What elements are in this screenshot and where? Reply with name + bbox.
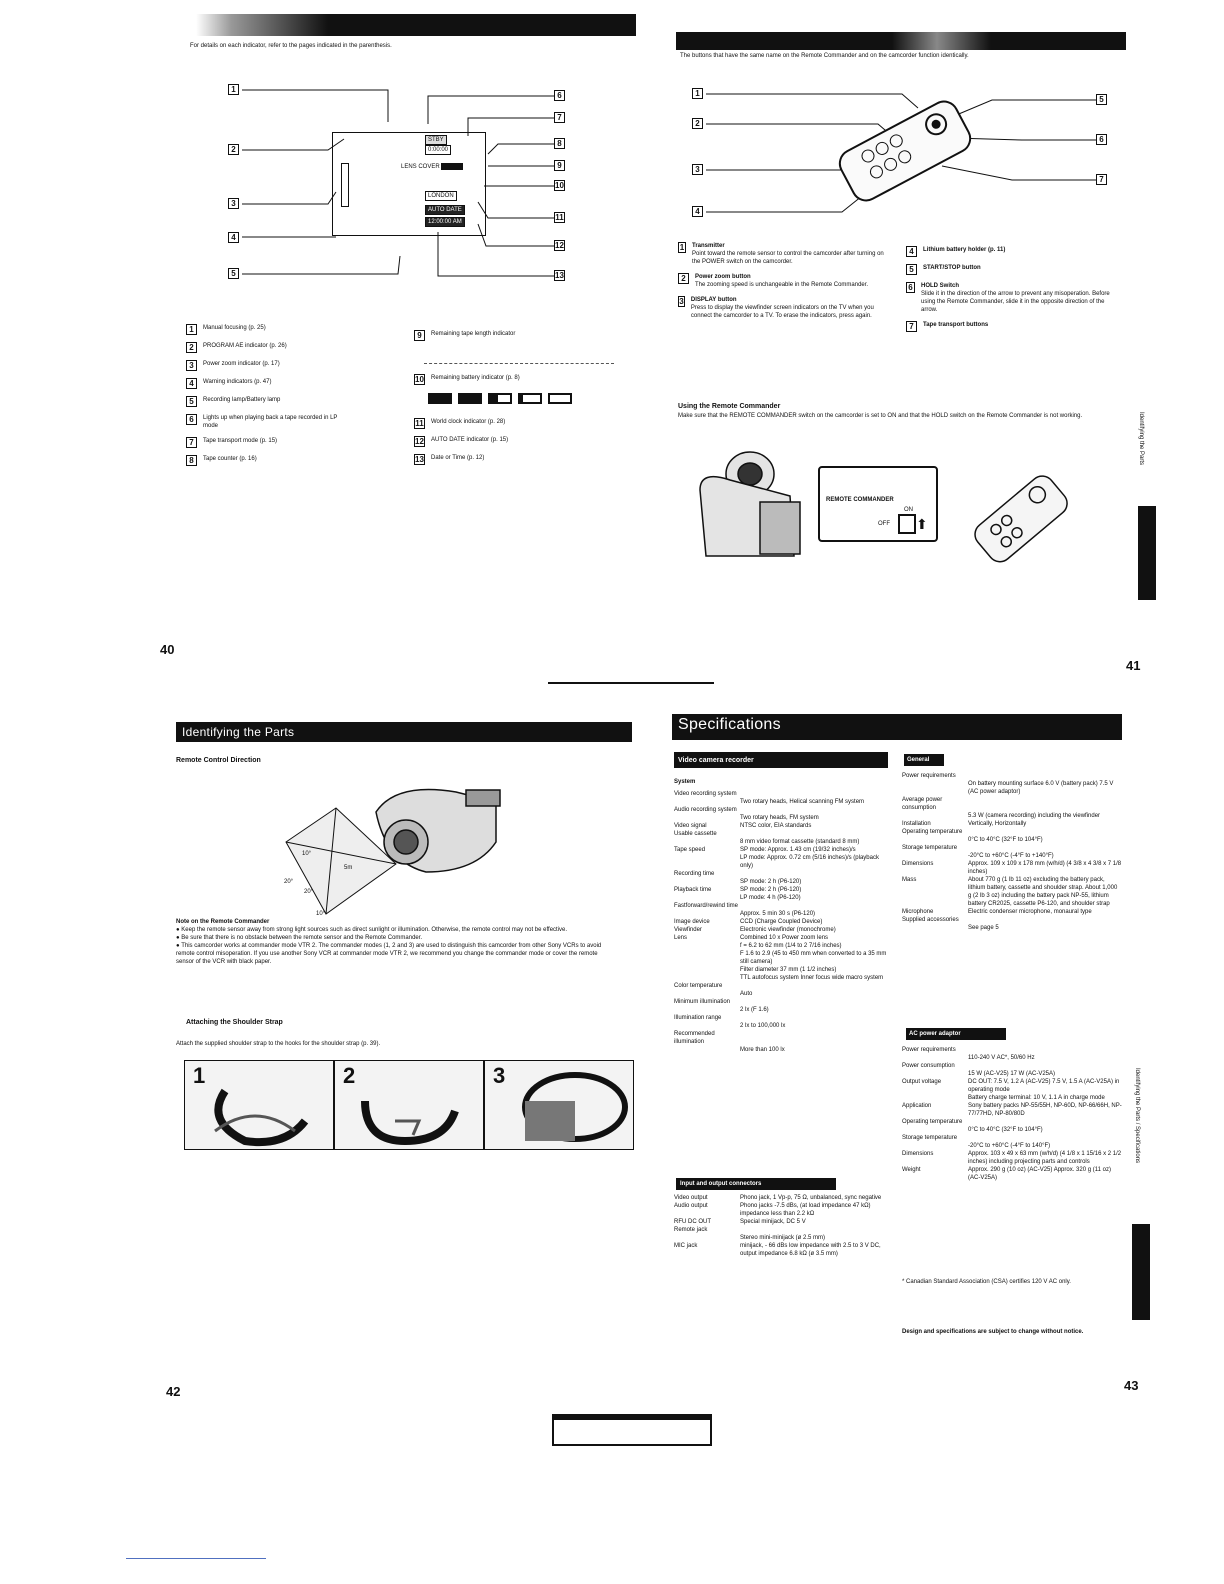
spec-row: Usable cassette [674,831,717,837]
spec-row: MIC jack minijack, - 66 dBs low impedance with 2.5 to 3 V DC, output impedance 6.8 kΩ (ø 3.5 mm) [674,1243,881,1257]
spec-row: Two rotary heads, FM system [740,815,819,821]
camcorder-illustration [690,440,820,560]
callout-1: 1 [692,88,703,99]
callout-9: 9 [554,160,565,171]
callout-4: 4 [228,232,239,243]
callout-2: 2 [692,118,703,129]
spec-row: Supplied accessories [902,917,959,923]
angle-label: 20° [284,879,294,885]
using-remote-title: Using the Remote Commander [678,403,781,410]
spec-row: Operating temperature [902,1119,963,1125]
page43-side-tab [1132,1224,1150,1320]
spec-row: LP mode: 4 h (P6-120) [740,895,801,901]
switch-off-label: OFF [878,521,890,527]
note-item: ● This camcorder works at commander mode VTR 2. The commander modes (1, 2 and 3) are used to distinguish this camcorder from other Sony VCRs to avoid remote control misoperation. If you use another Sony VCR at commander mode VTR 2, we recommend you change the commander mode or cover the remote sensor of the VCR with black paper. [176,943,602,965]
spec-row: Storage temperature [902,845,958,851]
spec-row: 0°C to 40°C (32°F to 104°F) [968,837,1043,843]
spec-row: Audio output Phono jacks -7.5 dBs, (at load impedance 47 kΩ) impedance less than 2.2 kΩ [674,1203,871,1217]
spec-row: 5.3 W (camera recording) including the viewfinder [968,813,1101,819]
page41-note: The buttons that have the same name on the Remote Commander and on the camcorder function identically. [680,53,969,59]
page42-subtitle: Remote Control Direction [176,757,261,764]
remote-hold-illustration [964,468,1074,568]
legend-item: 12 AUTO DATE indicator (p. 15) [415,437,509,446]
spec-row: TTL autofocus system Inner focus wide macro system [740,975,884,981]
remote-part-item: 6 HOLD Switch Slide it in the direction of the arrow to prevent any misoperation. Before using the Remote Commander, slide it in the opposite direction of the arrow. [906,282,1121,314]
spec-row: 2 lx to 100,000 lx [740,1023,786,1029]
spec-io-list [674,1194,890,1258]
callout-6: 6 [554,90,565,101]
spec-row: LP mode: Approx. 0.72 cm (5/16 inches)/s (playback only) [740,855,879,869]
callout-1: 1 [228,84,239,95]
legend-item: 8 Tape counter (p. 16) [186,455,406,466]
strap-step-3: 3 [484,1060,634,1150]
using-remote-text: Make sure that the REMOTE COMMANDER switch on the camcorder is set to ON and that the HOLD switch on the Remote Commander is not working. [678,413,1083,419]
spec-row: 0°C to 40°C (32°F to 104°F) [968,1127,1043,1133]
section-video-camera-recorder: Video camera recorder [674,752,888,768]
page41-number: 41 [1126,658,1141,673]
page43-side-label: Identifying the Parts / Specifications [1134,1068,1140,1164]
page41-side-tab [1138,506,1156,600]
spec-row: Power requirements [902,1047,956,1053]
spec-row: Color temperature [674,983,723,989]
strap-step-1: 1 [184,1060,334,1150]
spec-row: 8 mm video format cassette (standard 8 mm) [740,839,860,845]
page42-number: 42 [166,1384,181,1399]
spec-row: Approx. 5 min 30 s (P6-120) [740,911,816,917]
page42-title: Identifying the Parts [176,722,632,742]
callout-3: 3 [228,198,239,209]
bottom-center-mark [552,1414,712,1446]
spec-row: Dimensions Approx. 103 x 49 x 63 mm (w/h/d) (4 1/8 x 1 15/16 x 2 1/2 inches) including projecting parts and controls [902,1151,1122,1165]
page40-number: 40 [160,642,175,657]
legend-item: 7 Tape transport mode (p. 15) [186,437,406,448]
callout-5: 5 [228,268,239,279]
spec-row: Lens Combined 10 x Power zoom lens [674,935,829,941]
zoom-indicator-icon [341,163,349,207]
callout-7: 7 [554,112,565,123]
range-label: 5m [344,865,353,871]
legend-item: 1 Manual focusing (p. 25) [186,324,406,335]
spec-row: Two rotary heads, Helical scanning FM system [740,799,865,805]
strap-title: Attaching the Shoulder Strap [186,1019,283,1026]
design-note: Design and specifications are subject to change without notice. [902,1329,1084,1335]
legend-item: 13 Date or Time (p. 12) [415,455,485,464]
spec-ac-list [902,1046,1122,1182]
spec-row: F 1.6 to 2.9 (45 to 450 mm when converted to a 35 mm still camera) [740,951,887,965]
callout-11: 11 [555,213,564,222]
spec-row: RFU DC OUT Special minijack, DC 5 V [674,1219,806,1225]
spec-row: Tape speed SP mode: Approx. 1.43 cm (19/32 inches)/s [674,847,856,853]
spec-row: f = 6.2 to 62 mm (1/4 to 2 7/16 inches) [740,943,842,949]
legend-item: 9 Remaining tape length indicator [414,330,634,341]
remote-part-item: 5 START/STOP button [906,264,1121,275]
spec-row: -20°C to +60°C (-4°F to +140°F) [968,853,1054,859]
spec-row: Recommended illumination [674,1031,715,1045]
spec-right-list [902,772,1122,932]
spec-row: Filter diameter 37 mm (1 1/2 inches) [740,967,837,973]
spec-row: Mass About 770 g (1 lb 11 oz) excluding the battery pack, lithium battery, cassette and shoulder strap. About 1,000 g (2 lb 3 oz) including the battery pack NP-55, lithium battery CR2025, cassette P6-120, and shoulder strap [902,877,1118,907]
spec-row: Viewfinder Electronic viewfinder (monochrome) [674,927,836,933]
page40-header-bar [196,14,636,36]
remote-direction-illustration [256,772,526,922]
spec-row: Microphone Electric condenser microphone, monaural type [902,909,1092,915]
page40-legend-left [186,324,406,473]
legend-item: 4 Warning indicators (p. 47) [186,378,406,389]
bottom-underline [126,1558,266,1559]
spec-row: Recording time [674,871,715,877]
switch-toggle-icon [898,514,916,534]
spec-row: More than 100 lx [740,1047,785,1053]
callout-8: 8 [554,138,565,149]
viewfinder-diagram [228,84,578,294]
callout-12: 12 [555,241,564,250]
spec-row: Operating temperature [902,829,963,835]
spec-left-list [674,790,890,1054]
legend-item: 3 Power zoom indicator (p. 17) [186,360,406,371]
remote-part-item: 2 Power zoom button The zooming speed is unchangeable in the Remote Commander. [678,273,888,289]
battery-levels-icon [428,393,634,404]
page40-legend-right [414,330,634,472]
remote-part-item: 4 Lithium battery holder (p. 11) [906,246,1121,257]
csa-footnote: * Canadian Standard Association (CSA) certifies 120 V AC only. [902,1279,1071,1285]
callout-4: 4 [692,206,703,217]
notes-title: Note on the Remote Commander [176,919,270,925]
legend-item: 6 Lights up when playing back a tape recorded in LP mode [186,414,406,430]
spec-row: Video output Phono jack, 1 Vp-p, 75 Ω, unbalanced, sync negative [674,1195,882,1201]
callout-13: 13 [555,271,564,280]
spec-row: -20°C to +60°C (-4°F to 140°F) [968,1143,1051,1149]
spec-row: 15 W (AC-V25) 17 W (AC-V25A) [968,1071,1056,1077]
page43-title: Specifications [672,714,1122,740]
remote-commander-switch-panel [818,466,938,542]
spec-row: Application Sony battery packs NP-55/55H, NP-60D, NP-66/66H, NP-77/77HD, NP-80/80D [902,1103,1122,1117]
remote-part-item: 7 Tape transport buttons [906,321,1121,332]
page40-note: For details on each indicator, refer to the pages indicated in the parenthesis. [190,43,392,49]
spec-row: Minimum illumination [674,999,731,1005]
spec-row: Output voltage DC OUT: 7.5 V, 1.2 A (AC-V25) 7.5 V, 1.5 A (AC-V25A) in operating mode [902,1079,1120,1093]
top-center-mark [548,682,714,692]
page43-number: 43 [1124,1378,1139,1393]
callout-7: 7 [1096,174,1107,185]
switch-label: REMOTE COMMANDER [826,497,894,503]
callout-6: 6 [1096,134,1107,145]
callout-3: 3 [692,164,703,175]
spec-row: 2 lx (F 1.6) [740,1007,769,1013]
spec-row: Audio recording system [674,807,737,813]
spec-row: Illumination range [674,1015,722,1021]
date-time-display: 12:00:00 AM [425,217,465,227]
spec-row: Remote jack [674,1227,708,1233]
battery-indicator-icon [441,163,463,170]
spec-row: Fastforward/rewind time [674,903,739,909]
arrow-up-icon: ⬆ [916,516,928,532]
spec-row: Video recording system [674,791,737,797]
switch-on-label: ON [904,507,913,513]
spec-row: Battery charge terminal: 10 V, 1.1 A in charge mode [968,1095,1105,1101]
legend-item: 5 Recording lamp/Battery lamp [186,396,406,407]
viewfinder-screen [332,132,486,236]
legend-item: 10 Remaining battery indicator (p. 8) [415,375,520,384]
page41-header-bar [676,32,1126,50]
strap-step-2: 2 [334,1060,484,1150]
section-ac-adaptor: AC power adaptor [906,1028,1006,1040]
spec-row: SP mode: 2 h (P6-120) [740,879,802,885]
spec-row: Video signal NTSC color, EIA standards [674,823,812,829]
page41-side-label: Identifying the Parts [1138,412,1144,466]
remote-part-item: 1 Transmitter Point toward the remote sensor to control the camcorder after turning on the POWER switch on the camcorder. [679,243,884,265]
spec-row: Installation Vertically, Horizontally [902,821,1027,827]
page41-items-right [906,246,1121,339]
spec-row: 110-240 V AC*, 50/60 Hz [968,1055,1035,1061]
auto-date-indicator: AUTO DATE [425,205,465,215]
spec-row: Power consumption [902,1063,955,1069]
spec-row: Playback time SP mode: 2 h (P6-120) [674,887,802,893]
legend-item: 11 World clock indicator (p. 28) [415,419,506,428]
spec-row: Dimensions Approx. 109 x 109 x 178 mm (w/h/d) (4 3/8 x 4 3/8 x 7 1/8 inches) [902,861,1122,875]
spec-row: Average power consumption [902,797,943,811]
spec-row: Image device CCD (Charge Coupled Device) [674,919,823,925]
spec-row: Storage temperature [902,1135,958,1141]
callout-2: 2 [228,144,239,155]
world-clock-city: LONDON [425,191,457,201]
tape-counter: 0:00:00 [425,145,451,155]
spec-row: Auto [740,991,753,997]
spec-row: Stereo mini-minijack (ø 2.5 mm) [740,1235,826,1241]
spec-row: Weight Approx. 290 g (10 oz) (AC-V25) Approx. 320 g (11 oz) (AC-V25A) [902,1167,1111,1181]
page42-notes [176,918,616,966]
remote-part-item: 3 DISPLAY button Press to display the viewfinder screen indicators on the TV when you connect the camcorder to a TV. To erase the indicators, press again. [679,297,874,319]
section-io: Input and output connectors [676,1178,836,1190]
note-item: ● Be sure that there is no obstacle between the remote sensor and the Remote Commander. [176,935,423,941]
strap-text: Attach the supplied shoulder strap to the hooks for the shoulder strap (p. 39). [176,1041,381,1047]
note-item: ● Keep the remote sensor away from strong light sources such as direct sunlight or illumination. Otherwise, the remote control may not be effective. [176,927,568,933]
legend-item: 2 PROGRAM AE indicator (p. 26) [186,342,406,353]
callout-10: 10 [555,181,564,190]
callout-5: 5 [1096,94,1107,105]
spec-row: Power requirements [902,773,956,779]
spec-row: See page 5 [968,925,999,931]
remote-diagram [692,86,1112,226]
angle-label: 10° [316,911,326,917]
tape-length-scale-icon [424,348,614,364]
spec-row: On battery mounting surface 6.0 V (battery pack) 7.5 V (AC power adaptor) [968,781,1114,795]
section-general: General [904,754,944,766]
stby-indicator: STBY [425,135,447,145]
remote-commander-illustration [692,86,1112,226]
section-system: System [674,779,696,785]
page41-items-left [678,242,888,327]
angle-label: 20° [304,889,314,895]
lens-cover-warning: LENS COVER [401,164,440,170]
angle-label: 10° [302,851,312,857]
